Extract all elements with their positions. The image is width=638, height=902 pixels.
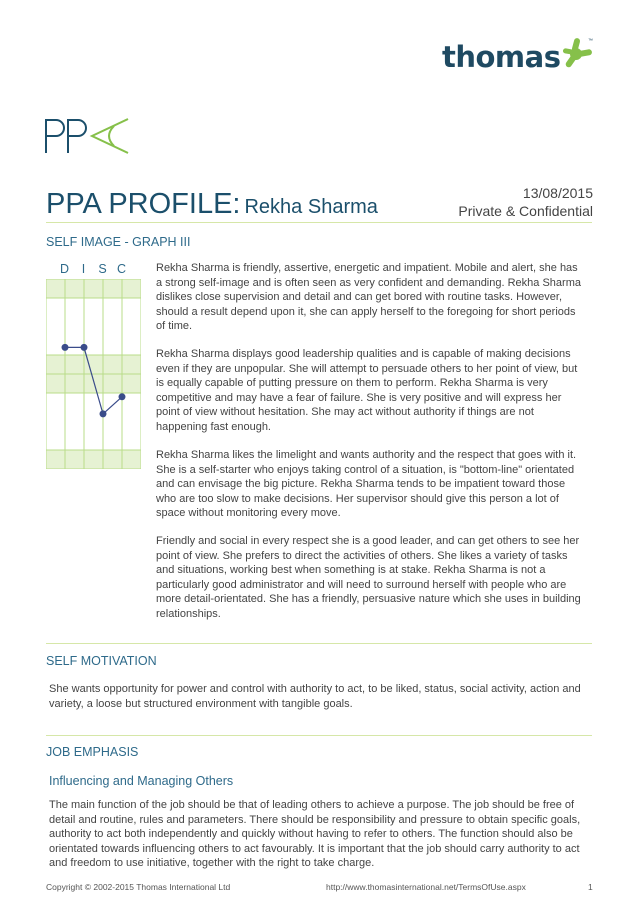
self-image-paragraph-4: Friendly and social in every respect she is a good leader, and can get others to see her point of view. She prefers to direct the activities of others. She likes a variety of tasks and situations, working best when something is at stake. Rekha Sharma is not a particularly good administrator and will need to surround herself with people who are more detail-orientated. She has a friendly, persuasive nature which she uses in building relationships. — [156, 535, 581, 620]
graph-point-d — [62, 344, 69, 351]
self-image-paragraph-1: Rekha Sharma is friendly, assertive, energetic and impatient. Mobile and alert, she has a strong self-image and is often seen as very confident and demanding. Rekha Sharma dislikes close supervision and detail and can get bored with routine tasks. However, should a result depend upon it, she can apply herself to the foregoing for short periods of time. — [156, 262, 581, 333]
candidate-name: Rekha Sharma — [244, 196, 378, 218]
ppa-logo-icon — [44, 116, 134, 156]
self-motivation-divider — [46, 735, 592, 736]
disc-label-i: I — [81, 262, 86, 276]
trademark-mark: ™ — [588, 38, 593, 44]
title-label: PPA PROFILE: — [46, 188, 241, 220]
graph-band-1 — [46, 279, 141, 298]
job-emphasis-text: The main function of the job should be that of leading others to achieve a purpose. The job should be free of detail and routine, rules and parameters. There should be responsibility and pressure to obtain specific goals, authority to act both independently and quickly without having to refer to others. The function should also be orientated towards influencing others to act favourably. It is important that the job should carry authority to act and freedom to use initiative, together with the right to take charge. — [49, 799, 581, 870]
job-emphasis-subheading: Influencing and Managing Others — [49, 774, 234, 788]
self-motivation-text: She wants opportunity for power and control with authority to act, to be liked, status, social activity, action and variety, a loose but structured environment with tangible goals. — [49, 683, 581, 710]
job-emphasis-heading: JOB EMPHASIS — [46, 745, 139, 759]
footer-copyright: Copyright © 2002-2015 Thomas International Ltd — [46, 882, 231, 892]
self-image-heading: SELF IMAGE - GRAPH III — [46, 235, 191, 249]
graph-band-3 — [46, 450, 141, 469]
footer-terms-link[interactable]: http://www.thomasinternational.net/TermsOfUse.aspx — [326, 882, 526, 892]
footer-page-number: 1 — [588, 882, 593, 892]
self-image-paragraph-3: Rekha Sharma likes the limelight and wants authority and the respect that goes with it. She is a self-starter who enjoys taking control of a situation, is "bottom-line" orientated and can envisage the big picture. Rekha Sharma tends to be impatient toward those who are too slow to make decisions. Her supervisor should give this person a lot of space without monitoring every move. — [156, 449, 577, 520]
disc-graph — [46, 279, 141, 469]
header-divider — [46, 222, 592, 223]
disc-label-d: D — [59, 262, 70, 276]
thomas-logo-text: thomas — [442, 40, 561, 74]
page-title — [46, 188, 378, 221]
disc-label-s: S — [98, 262, 107, 276]
confidential-label: Private & Confidential — [458, 203, 593, 219]
self-image-paragraph-2: Rekha Sharma displays good leadership qualities and is capable of making decisions even if they are unpopular. She will attempt to persuade others to her point of view, but is equally capable of putting pressure on them to perform. Rekha Sharma is very competitive and may have a fear of failure. She is very positive and will express her point of view without hesitation. She may act without authority if things are not happening fast enough. — [156, 348, 578, 433]
self-image-divider — [46, 643, 592, 644]
graph-point-c — [119, 393, 126, 400]
self-motivation-heading: SELF MOTIVATION — [46, 654, 157, 668]
report-date: 13/08/2015 — [522, 185, 593, 201]
disc-label-c: C — [116, 262, 127, 276]
graph-point-i — [81, 344, 88, 351]
graph-point-s — [100, 410, 107, 417]
